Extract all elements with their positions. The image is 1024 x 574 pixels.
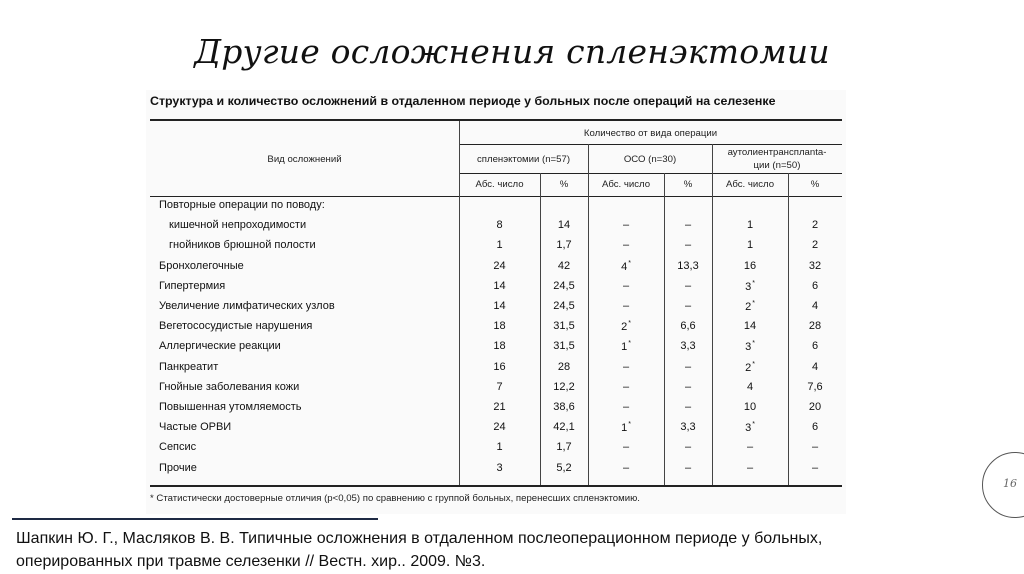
- pct-header: %: [559, 179, 569, 190]
- table-cell: 1: [496, 239, 503, 252]
- table-cell: 14: [493, 279, 506, 292]
- table-cell: 20: [808, 401, 822, 413]
- row-label: Повышенная утомляемость: [159, 401, 302, 413]
- table-cell: 42: [557, 259, 571, 272]
- table-bottom-rule: [150, 485, 842, 487]
- table-cell: 2*: [621, 320, 631, 334]
- row-label: Вегетососудистые нарушения: [159, 320, 313, 333]
- table-cell: 1: [496, 441, 503, 454]
- table-cell: –: [622, 300, 630, 312]
- table-cell: 14: [493, 300, 506, 312]
- table-caption: Структура и количество осложнений в отдаленном периоде у больных после операций на селезенке: [150, 94, 776, 108]
- row-label: Сепсис: [159, 441, 197, 454]
- operation-header: [712, 146, 842, 172]
- table-cell: 38,6: [553, 401, 575, 413]
- reference-line: оперированных при травме селезенки // Вестн. хир.. 2009. №3.: [16, 553, 486, 570]
- row-label: Повторные операции по поводу:: [159, 199, 325, 211]
- table-cell: –: [746, 441, 754, 454]
- table-cell: 24: [493, 421, 506, 434]
- table-cell: –: [684, 401, 692, 413]
- operation-header: ОСО (n=30): [623, 154, 677, 165]
- table-cell: 2: [811, 239, 819, 252]
- table-cell: –: [622, 279, 630, 292]
- row-label: Гнойные заболевания кожи: [159, 380, 300, 393]
- table-cell: 1,7: [556, 239, 572, 252]
- operation-header-line1: аутолиентрансплanta-: [727, 147, 827, 158]
- group-header-rule: [459, 144, 842, 145]
- table-cell: 31,5: [553, 320, 575, 333]
- operation-header: спленэктомии (n=57): [476, 154, 571, 165]
- table-cell: 28: [557, 360, 571, 373]
- table-cell: 1*: [621, 340, 631, 354]
- table-top-rule: [150, 119, 842, 121]
- table-cell: –: [684, 239, 692, 252]
- table-cell: 3*: [745, 279, 755, 293]
- table-cell: 6: [811, 421, 819, 434]
- reference-citation: [16, 527, 966, 573]
- table-cell: –: [622, 380, 630, 393]
- table-cell: 3,3: [680, 340, 696, 353]
- table-cell: –: [622, 401, 630, 413]
- table-cell: 18: [493, 320, 506, 333]
- row-label: Бронхолегочные: [159, 259, 244, 272]
- abs-header: Абс. число: [601, 179, 651, 190]
- table-cell: 2*: [745, 360, 755, 374]
- row-header: Вид осложнений: [267, 154, 342, 165]
- pct-header: %: [683, 179, 693, 190]
- table-cell: –: [622, 461, 630, 474]
- table-cell: 1,7: [556, 441, 572, 454]
- row-label: Аллергические реакции: [159, 340, 281, 353]
- table-cell: 2*: [745, 300, 755, 313]
- table-cell: 6: [811, 279, 819, 292]
- table-cell: 13,3: [677, 259, 699, 272]
- table-cell: –: [622, 441, 630, 454]
- table-cell: –: [622, 219, 630, 232]
- table-cell: 28: [808, 320, 822, 333]
- subheader-rule: [459, 173, 842, 174]
- table-cell: –: [684, 219, 692, 232]
- table-cell: –: [684, 360, 692, 373]
- table-cell: 18: [493, 340, 506, 353]
- table-cell: 10: [743, 401, 757, 413]
- table-cell: 12,2: [553, 380, 575, 393]
- abs-header: Абс. число: [475, 179, 524, 190]
- row-label: гнойников брюшной полости: [169, 239, 316, 252]
- table-cell: –: [622, 360, 630, 373]
- table-scan: [146, 90, 846, 514]
- table-cell: 42,1: [553, 421, 575, 434]
- row-label: Гипертермия: [159, 279, 226, 292]
- row-label: Прочие: [159, 461, 197, 474]
- reference-rule: [12, 518, 378, 520]
- table-cell: 8: [496, 219, 503, 232]
- table-cell: –: [746, 461, 754, 474]
- table-cell: 1*: [621, 421, 631, 435]
- row-label: кишечной непроходимости: [169, 219, 307, 232]
- table-cell: 2: [811, 219, 819, 232]
- table-cell: 5,2: [556, 461, 572, 474]
- row-label: Панкреатит: [159, 360, 219, 373]
- table-cell: 3,3: [680, 421, 696, 434]
- table-cell: 3: [496, 461, 503, 474]
- table-cell: 7,6: [807, 380, 823, 393]
- table-cell: 1: [746, 219, 754, 232]
- slide-title: Другие осложнения спленэктомии: [194, 32, 830, 71]
- table-cell: 4*: [621, 259, 631, 273]
- table-cell: –: [811, 441, 819, 454]
- table-cell: 4: [811, 360, 819, 373]
- table-cell: 31,5: [553, 340, 575, 353]
- abs-header: Абс. число: [725, 179, 775, 190]
- table-cell: 1: [746, 239, 754, 252]
- row-label: Увеличение лимфатических узлов: [159, 300, 335, 312]
- table-cell: 4: [746, 380, 754, 393]
- pct-header: %: [810, 179, 820, 190]
- table-cell: 4: [811, 300, 819, 312]
- table-cell: 6: [811, 340, 819, 353]
- group-header: Количество от вида операции: [583, 128, 718, 139]
- table-cell: 21: [493, 401, 506, 413]
- row-label: Частые ОРВИ: [159, 421, 232, 434]
- table-footnote: * Статистически достоверные отличия (p<0,05) по сравнению с группой больных, перенесших спленэктомию.: [150, 493, 640, 504]
- table-cell: –: [811, 461, 819, 474]
- table-cell: –: [684, 380, 692, 393]
- table-cell: 24: [493, 259, 506, 272]
- table-cell: –: [684, 300, 692, 312]
- table-cell: –: [684, 461, 692, 474]
- table-cell: 3*: [745, 421, 755, 435]
- reference-line: Шапкин Ю. Г., Масляков В. В. Типичные осложнения в отдаленном послеоперационном периоде у больных,: [16, 530, 823, 547]
- table-cell: 14: [743, 320, 757, 333]
- table-cell: 7: [496, 380, 503, 393]
- table-cell: –: [622, 239, 630, 252]
- table-cell: 16: [743, 259, 757, 272]
- table-cell: 14: [557, 219, 571, 232]
- table-cell: 16: [493, 360, 506, 373]
- table-cell: 24,5: [553, 279, 575, 292]
- table-cell: –: [684, 441, 692, 454]
- table-cell: 32: [808, 259, 822, 272]
- table-cell: –: [684, 279, 692, 292]
- table-cell: 3*: [745, 340, 755, 354]
- table-cell: 6,6: [680, 320, 696, 333]
- operation-header-line2: ции (n=50): [753, 160, 801, 171]
- table-header-rule: [150, 196, 842, 197]
- page-number: 16: [1003, 477, 1017, 490]
- table-cell: 24,5: [553, 300, 575, 312]
